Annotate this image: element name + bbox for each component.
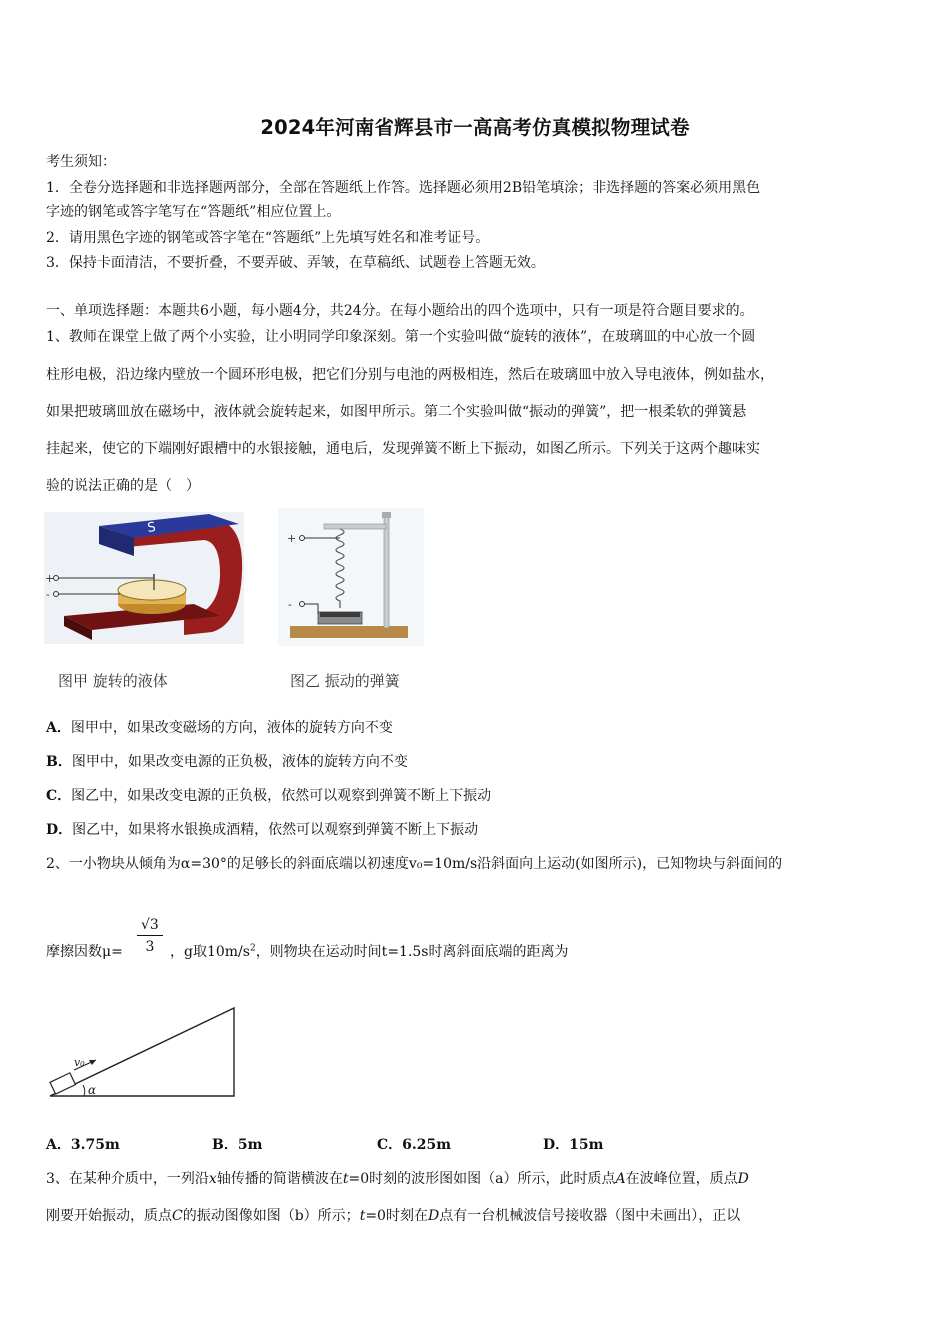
option-c — [46, 789, 491, 803]
option-a — [46, 721, 393, 735]
section-heading: 一、单项选择题：本题共6小题，每小题4分，共24分。在每小题给出的四个选项中，只有一项是符合题目要求的。 — [46, 303, 754, 319]
option-text: 6.25m — [402, 1137, 452, 1153]
mercury — [320, 612, 360, 617]
figure-a-caption: 图甲 旋转的液体 — [58, 672, 168, 690]
q2-option-d — [543, 1138, 603, 1152]
figure-b-caption: 图乙 振动的弹簧 — [290, 672, 400, 690]
minus-label: - — [46, 588, 50, 601]
question-2-text — [170, 945, 569, 959]
option-letter: C． — [377, 1137, 403, 1153]
figure-vibrating-spring — [278, 508, 424, 646]
option-text: 图乙中，如果改变电源的正负极，依然可以观察到弹簧不断上下振动 — [71, 788, 492, 804]
question-3-text: 刚要开始振动，质点C的振动图像如图（b）所示；t=0时刻在D点有一台机械波信号接收器（图中未画出），正以 — [46, 1208, 741, 1224]
question-1-text: 如果把玻璃皿放在磁场中，液体就会旋转起来，如图甲所示。第二个实验叫做“振动的弹簧”，把一根柔软的弹簧悬 — [46, 404, 747, 420]
option-letter: D． — [543, 1137, 570, 1153]
option-letter: C． — [46, 788, 72, 804]
option-d — [46, 823, 478, 837]
stand-rod — [384, 516, 389, 628]
velocity-label: v₀ — [74, 1056, 85, 1069]
notice-item: 2．请用黑色字迹的钢笔或答字笔在“答题纸”上先填写姓名和准考证号。 — [46, 230, 490, 246]
notice-item: 3．保持卡面清洁，不要折叠，不要弄破、弄皱，在草稿纸、试题卷上答题无效。 — [46, 255, 545, 271]
option-text: 5m — [237, 1137, 263, 1153]
dish-top — [118, 580, 186, 600]
question-3-text: 3、在某种介质中，一列沿x轴传播的简谐横波在t=0时刻的波形图如图（a）所示，此时质点A在波峰位置，质点D — [46, 1171, 749, 1187]
question-2-text: 2、一小物块从倾角为α=30°的足够长的斜面底端以初速度v₀=10m/s沿斜面向上运动(如图所示)，已知物块与斜面间的 — [46, 856, 783, 872]
question-2-mid: ，g取10m/s — [170, 944, 250, 960]
option-letter: B． — [46, 754, 72, 770]
page-title: 2024年河南省辉县市一高高考仿真模拟物理试卷 — [260, 116, 690, 139]
option-text: 图甲中，如果改变磁场的方向，液体的旋转方向不变 — [70, 720, 393, 736]
notice-item: 1．全卷分选择题和非选择题两部分，全部在答题纸上作答。选择题必须用2B铅笔填涂；非选择题的答案必须用黑色 — [46, 180, 761, 196]
option-letter: A． — [46, 720, 71, 736]
magnet-pole-label: S — [146, 519, 157, 536]
option-text: 3.75m — [70, 1137, 120, 1153]
exponent: 2 — [249, 943, 256, 954]
stand-arm — [324, 524, 386, 529]
stand-base — [290, 626, 408, 638]
option-letter: B． — [212, 1137, 238, 1153]
fraction-denominator: 3 — [145, 939, 155, 955]
fraction-mu — [137, 917, 163, 955]
stand-clamp — [382, 512, 391, 518]
angle-label: α — [88, 1083, 97, 1097]
question-2-prefix: 摩擦因数μ= — [46, 944, 123, 960]
notice-item: 字迹的钢笔或答字笔写在“答题纸”相应位置上。 — [46, 204, 341, 220]
question-1-text: 挂起来，使它的下端刚好跟槽中的水银接触，通电后，发现弹簧不断上下振动，如图乙所示。下列关于这两个趣味实 — [46, 441, 760, 457]
option-text: 图甲中，如果改变电源的正负极，液体的旋转方向不变 — [71, 754, 408, 770]
minus-label: - — [288, 598, 292, 611]
option-text: 15m — [569, 1137, 604, 1153]
q2-option-b — [212, 1138, 262, 1152]
q2-option-a — [46, 1138, 120, 1152]
plus-label: + — [45, 572, 55, 585]
question-1-text: 验的说法正确的是（ ） — [46, 478, 200, 494]
option-text: 图乙中，如果将水银换成酒精，依然可以观察到弹簧不断上下振动 — [72, 822, 479, 838]
option-letter: D． — [46, 822, 73, 838]
option-letter: A． — [46, 1137, 71, 1153]
question-1-text: 柱形电极，沿边缘内壁放一个圆环形电极，把它们分别与电池的两极相连，然后在玻璃皿中放入导电液体，例如盐水， — [46, 367, 774, 383]
question-2-suffix: ，则物块在运动时间t=1.5s时离斜面底端的距离为 — [255, 944, 569, 960]
option-b — [46, 755, 408, 769]
notice-heading: 考生须知： — [46, 154, 116, 170]
question-1-text: 1、教师在课堂上做了两个小实验，让小明同学印象深刻。第一个实验叫做“旋转的液体”，在玻璃皿的中心放一个圆 — [46, 329, 756, 345]
q2-option-c — [377, 1138, 451, 1152]
figure-incline — [44, 1004, 240, 1100]
fraction-numerator: √3 — [137, 917, 163, 936]
plus-label: + — [287, 532, 297, 545]
figure-rotating-liquid — [44, 512, 244, 644]
incline-triangle — [50, 1008, 234, 1096]
